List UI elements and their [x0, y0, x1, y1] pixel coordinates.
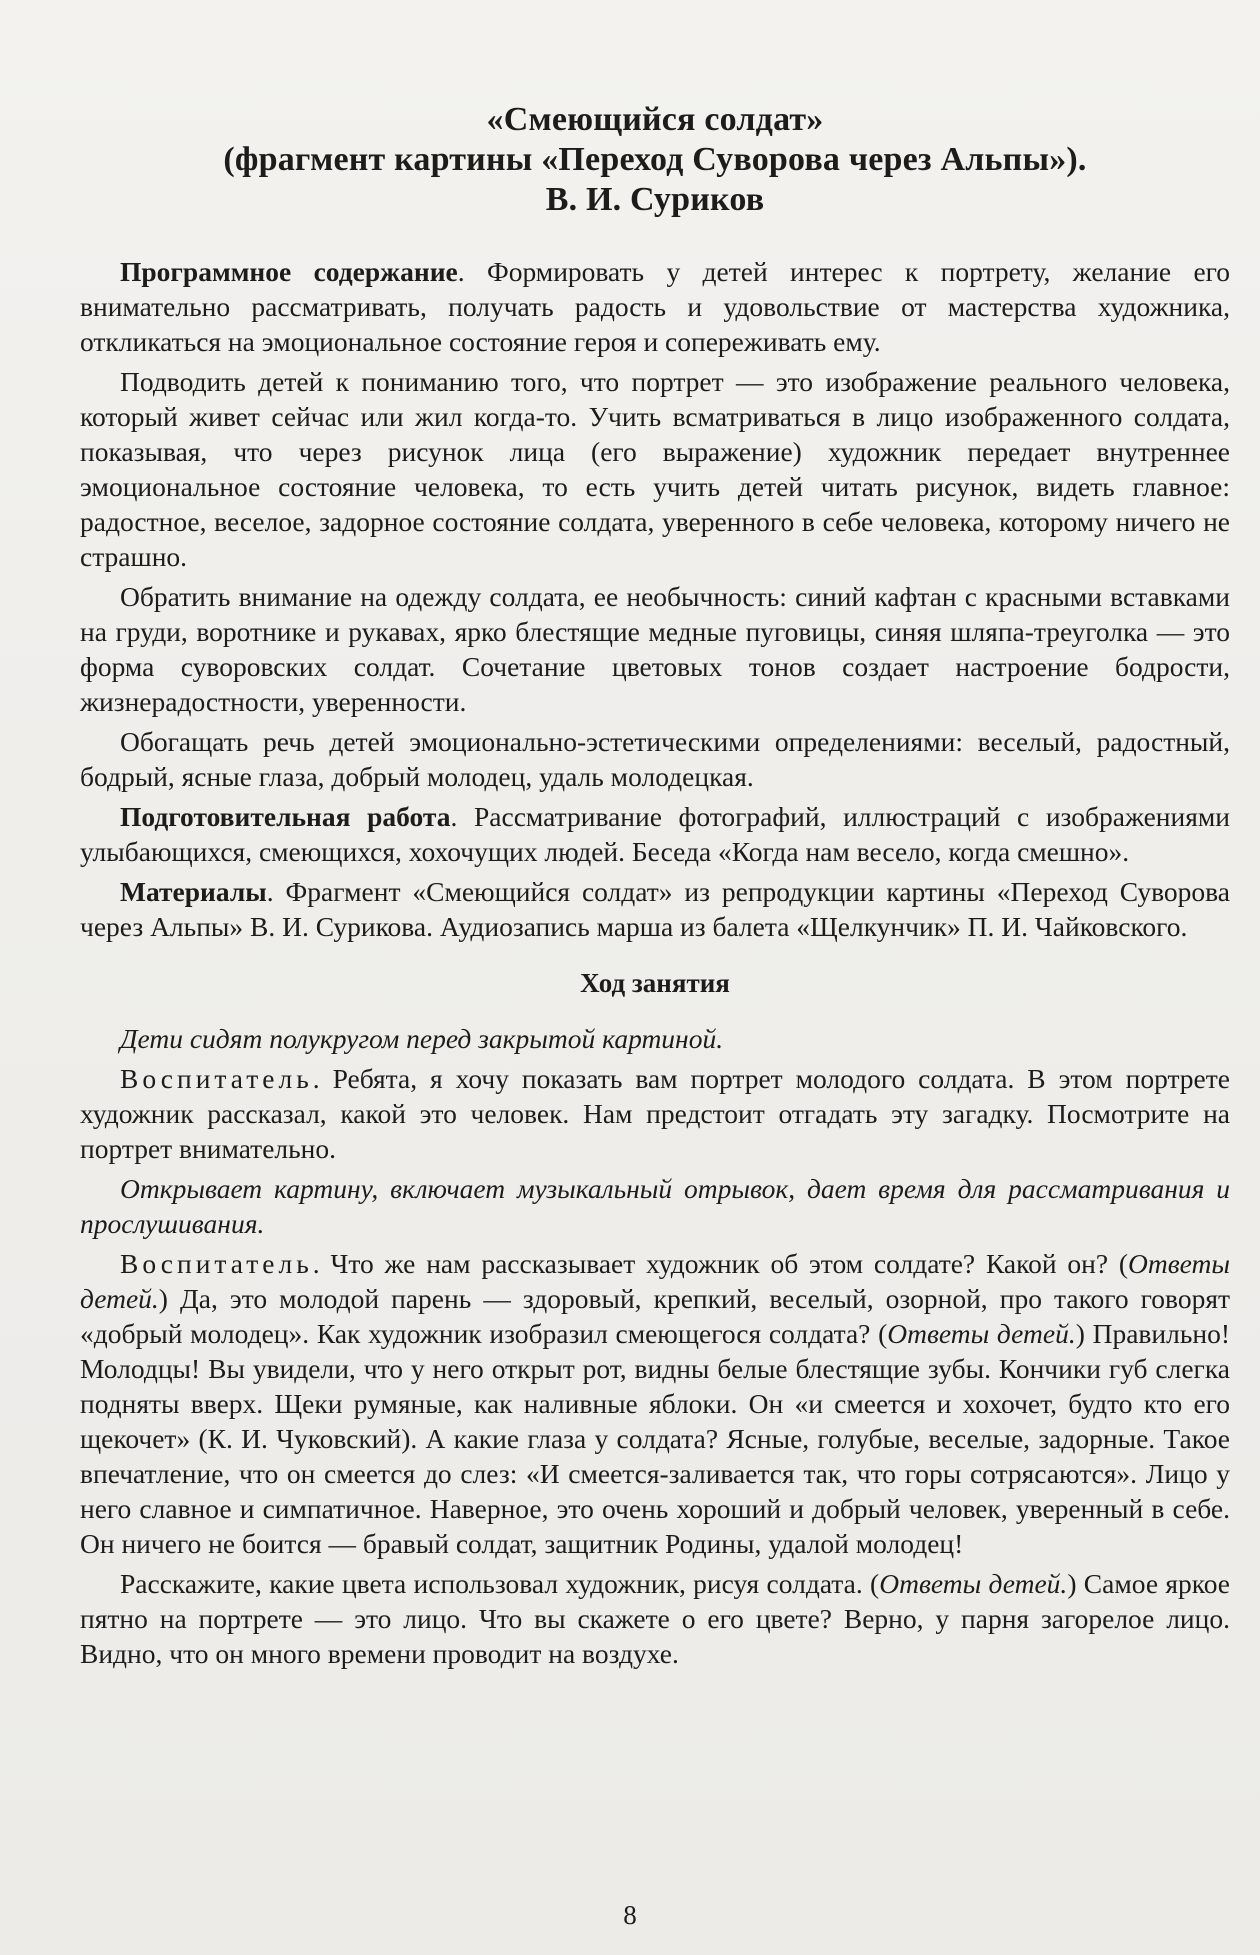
stage-direction-1: Дети сидят полукругом перед закрытой картиной.	[120, 1023, 724, 1054]
lesson-heading: Ход занятия	[580, 968, 730, 998]
answers-note: Ответы детей.	[887, 1318, 1076, 1349]
teacher-line-2-text-b: ) Да, это молодой парень — здоровый, крепкий, веселый, озорной, про такого говорят «добрый молодец». Как художник изобразил смеющегося солдата? (	[80, 1283, 1230, 1349]
program-paragraph-2: Подводить детей к пониманию того, что портрет — это изображение реального человека, который живет сейчас или жил когда-то. Учить всматриваться в лицо изображенного солдата, показывая, что через рисунок лица (его выражение) художник передает внутреннее эмоциональное состояние человека, то есть учить детей читать рисунок, видеть главное: радостное, веселое, задорное состояние солдата, уверенного в себе человека, которому ничего не страшно.	[80, 366, 1230, 572]
answers-note: Ответы детей.	[80, 1248, 1230, 1314]
speaker-label: Воспитатель	[120, 1248, 313, 1279]
speaker-label: Воспитатель	[120, 1063, 313, 1094]
prep-paragraph	[80, 799, 1230, 869]
program-paragraph-3: Обратить внимание на одежду солдата, ее необычность: синий кафтан с красными вставками на груди, воротнике и рукавах, ярко блестящие медные пуговицы, синяя шляпа-треуголка — это форма суворовских солдат. Сочетание цветовых тонов создает настроение бодрости, жизнерадостности, уверенности.	[80, 581, 1230, 717]
page-content	[80, 100, 1230, 1671]
teacher-line-1-text: . Ребята, я хочу показать вам портрет молодого солдата. В этом портрете художник рассказал, какой это человек. Нам предстоит отгадать эту загадку. Посмотрите на портрет внимательно.	[80, 1063, 1230, 1164]
program-paragraph-4: Обогащать речь детей эмоционально-эстетическими определениями: веселый, радостный, бодрый, ясные глаза, добрый молодец, удаль молодецкая.	[80, 726, 1230, 792]
teacher-line-3-text-a: Расскажите, какие цвета использовал художник, рисуя солдата. (	[120, 1568, 880, 1599]
page-title	[80, 100, 1230, 220]
teacher-line-3	[80, 1566, 1230, 1671]
prep-label: Подготовительная работа	[120, 801, 451, 832]
materials-text: . Фрагмент «Смеющийся солдат» из репродукции картины «Переход Суворова через Альпы» В. И. Сурикова. Аудиозапись марша из балета «Щелкунчик» П. И. Чайковского.	[80, 876, 1230, 942]
materials-label: Материалы	[120, 876, 267, 907]
program-label: Программное содержание	[120, 256, 458, 287]
title-line-3: В. И. Суриков	[545, 181, 765, 218]
answers-note: Ответы детей.	[879, 1568, 1068, 1599]
title-line-1: «Смеющийся солдат»	[486, 101, 824, 138]
teacher-line-3-text-b: ) Самое яркое пятно на портрете — это лицо. Что вы скажете о его цвете? Верно, у парня загорелое лицо. Видно, что он много времени проводит на воздухе.	[80, 1568, 1230, 1669]
teacher-line-2	[80, 1246, 1230, 1561]
page-number: 8	[623, 1900, 637, 1930]
teacher-line-1	[80, 1061, 1230, 1166]
materials-paragraph	[80, 874, 1230, 944]
program-paragraph-1	[80, 254, 1230, 359]
title-line-2: (фрагмент картины «Переход Суворова через Альпы»).	[223, 141, 1087, 178]
teacher-line-2-text-a: . Что же нам рассказывает художник об этом солдате? Какой он? (	[312, 1248, 1129, 1279]
teacher-line-2-text-c: ) Правильно! Молодцы! Вы увидели, что у него открыт рот, видны белые блестящие зубы. Кончики губ слегка подняты вверх. Щеки румяные, как наливные яблоки. Он «и смеется и хохочет, будто кто его щекочет» (К. И. Чуковский). А какие глаза у солдата? Ясные, голубые, веселые, задорные. Такое впечатление, что он смеется до слез: «И смеется-заливается так, что горы сотрясаются». Лицо у него славное и симпатичное. Наверное, это очень хороший и добрый человек, уверенный в себе. Он ничего не боится — бравый солдат, защитник Родины, удалой молодец!	[80, 1318, 1230, 1559]
program-text-1: . Формировать у детей интерес к портрету, желание его внимательно рассматривать, получать радость и удовольствие от мастерства художника, откликаться на эмоциональное состояние героя и сопереживать ему.	[80, 256, 1230, 357]
stage-direction-2: Открывает картину, включает музыкальный отрывок, дает время для рассматривания и прослушивания.	[80, 1173, 1230, 1239]
prep-text: . Рассматривание фотографий, иллюстраций с изображениями улыбающихся, смеющихся, хохочущих людей. Беседа «Когда нам весело, когда смешно».	[80, 801, 1230, 867]
